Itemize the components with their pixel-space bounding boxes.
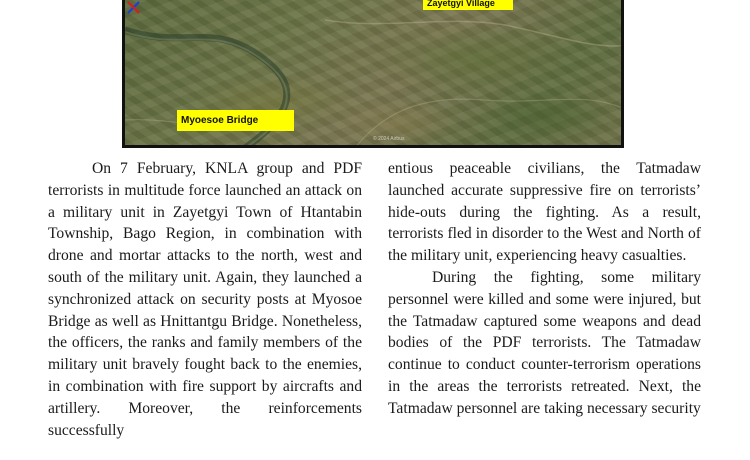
article-column-left bbox=[48, 158, 362, 441]
satellite-map bbox=[122, 0, 624, 148]
location-marker-icon bbox=[125, 0, 143, 14]
article-paragraph: On 7 February, KNLA group and PDF terrorists in multitude force launched an attack on a military unit in Zayetgyi Town of Htantabin Township, Bago Region, in combination with drone and mortar attacks to the north, west and south of the military unit. Again, they launched a synchronized attack on security posts at Myosoe Bridge as well as Hnittantgu Bridge. Nonetheless, the officers, the ranks and family members of the military unit bravely fought back to the enemies, in combination with fire support by aircrafts and artillery. Moreover, the reinforcements successfully bbox=[48, 160, 362, 439]
map-label-myoesoe: Myoesoe Bridge bbox=[177, 110, 294, 131]
road-path bbox=[325, 20, 624, 46]
map-label-zayetgyi: Zayetgyi Village bbox=[423, 0, 513, 10]
article-column-right bbox=[388, 158, 701, 420]
map-watermark: © 2024 Airbus bbox=[373, 136, 405, 142]
article-paragraph: During the fighting, some military personnel were killed and some were injured, but the Tatmadaw captured some weapons and dead bodies of the PDF terrorists. The Tatmadaw continue to conduct counter-terrorism operations in the areas the terrorists retreated. Next, the Tatmadaw personnel are taking necessary security bbox=[388, 268, 701, 417]
article-paragraph: entious peaceable civilians, the Tatmadaw launched accurate suppressive fire on terrorists’ hide-outs during the fighting. As a result, terrorists fled in disorder to the West and North of the military unit, experiencing heavy casualties. bbox=[388, 160, 701, 265]
